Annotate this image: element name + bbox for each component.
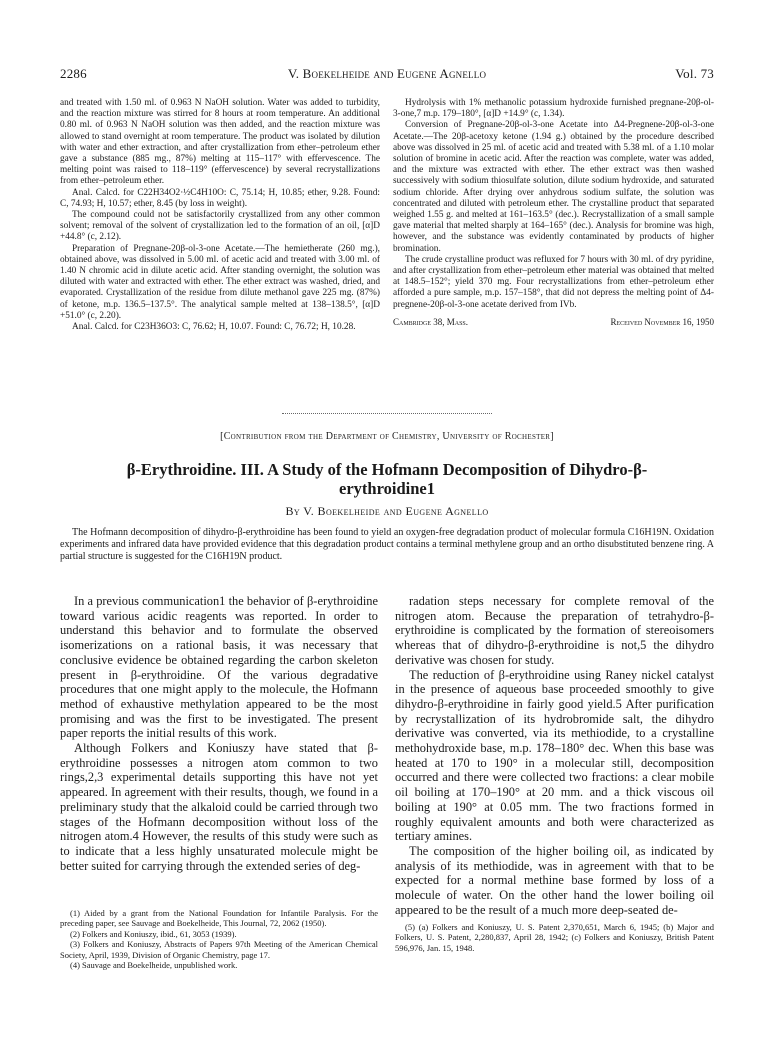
paragraph: Anal. Calcd. for C22H34O2·½C4H10O: C, 75.14; H, 10.85; ether, 9.28. Found: C, 74.93; H, 10.57; ether, 8.45 (by loss in weight). bbox=[60, 187, 380, 209]
footnote: (2) Folkers and Koniuszy, ibid., 61, 3053 (1939). bbox=[70, 928, 237, 939]
paragraph: and treated with 1.50 ml. of 0.963 N NaOH solution. Water was added to turbidity, and the reaction mixture was stirred for 8 hours at room temperature. An additional 0.80 ml. of 0.963 N NaOH solution was then added, and the reaction mixture was allowed to stand overnight at room temperature. The product was isolated by dilution with water and ether extraction, and after crystallization from ether–petroleum ether gave a substance (885 mg., 87%) melting at 115–117° with effervescence. The melting point was raised to 118–119° (effervescence) by several recrystallizations from ether–petroleum ether. bbox=[60, 98, 380, 187]
article-divider bbox=[282, 413, 492, 414]
article-title: β-Erythroidine. III. A Study of the Hofmann Decomposition of Dihydro-β-erythroidine1 bbox=[126, 460, 648, 498]
paragraph: The reduction of β-erythroidine using Raney nickel catalyst in the presence of aqueous base proceeded smoothly to give dihydro-β-erythroidine in fairly good yield.5 After purification by recrystallization of its hydrobromide salt, the dihydro derivative was converted, via its methiodide, to a crystalline methohydroxide base, m.p. 178–180° dec. When this base was heated at 170 to 190° in a molecular still, decomposition occurred and there were collected two fractions: a clear mobile oil boiling at 170–190° at 20 mm. and a thick viscous oil boiling at 190° at 0.05 mm. The two fractions formed in roughly equivalent amounts and both were characterized as tertiary amines. bbox=[395, 667, 714, 844]
paragraph: In a previous communication1 the behavior of β-erythroidine toward various acidic reagents was reported. In order to understand this behavior and to formulate the observed isomerizations on a rational basis, it was necessary that conclusive evidence be obtained regarding the carbon skeleton present in β-erythroidine. Of the various degradative procedures that one might apply to the molecule, the Hofmann method of exhaustive methylation appeared to be the most promising and was the first to be investigated. The present paper reports the initial results of this work. bbox=[60, 594, 378, 741]
abstract-text: The Hofmann decomposition of dihydro-β-erythroidine has been found to yield an oxygen-free degradation product of molecular formula C16H19N. Oxidation experiments and infrared data have provided evidence that this degradation product contains a terminal methylene group and an ortho disubstituted benzene ring. A partial structure is suggested for the C16H19N product. bbox=[60, 527, 714, 562]
paragraph: radation steps necessary for complete removal of the nitrogen atom. Because the preparation of tetrahydro-β-erythroidine is complicated by the formation of stereoisomers whereas that of dihydro-β-erythroidine is not,5 the dihydro derivative was chosen for study. bbox=[395, 594, 714, 667]
paragraph: Anal. Calcd. for C23H36O3: C, 76.62; H, 10.07. Found: C, 76.72; H, 10.28. bbox=[72, 322, 356, 333]
paragraph: The crude crystalline product was refluxed for 7 hours with 30 ml. of dry pyridine, and after crystallization from ether–petroleum ether material was obtained that melted at 148.5–152°; yield 370 mg. Four recrystallizations from ether–petroleum ether afforded a pure sample, m.p. 157–158°, that did not depress the melting point of Δ4-pregnene-20β-ol-3-one acetate derived from IVb. bbox=[393, 254, 714, 310]
footnotes-left bbox=[60, 908, 378, 970]
volume-number: Vol. 73 bbox=[675, 66, 714, 81]
footnote: (3) Folkers and Koniuszy, Abstracts of Papers 97th Meeting of the American Chemical Society, April, 1939, Division of Organic Chemistry, page 17. bbox=[60, 939, 378, 960]
body-right-column bbox=[395, 594, 714, 917]
paragraph: Preparation of Pregnane-20β-ol-3-one Acetate.—The hemietherate (260 mg.), obtained above, was dissolved in 5.00 ml. of acetic acid and treated with 3.00 ml. of 1.40 N chromic acid in dilute acetic acid. After standing overnight, the solution was diluted with water and extracted with ether. The ether extract was washed, dried, and evaporated. Crystallization of the residue from dilute methanol gave 225 mg. (87%) of ketone, m.p. 136.5–137.5°. The analytical sample melted at 138–138.5°, [α]D +51.0° (c, 2.20). bbox=[60, 243, 380, 321]
paragraph: The composition of the higher boiling oil, as indicated by analysis of its methiodide, was in agreement with that to be expected for a normal methine base formed by loss of a molecule of water. On the other hand the lower boiling oil appeared to be the result of a much more deep-seated de- bbox=[395, 843, 714, 917]
footnote: (1) Aided by a grant from the National Foundation for Infantile Paralysis. For the preceding paper, see Sauvage and Boekelheide, This Journal, 72, 2062 (1950). bbox=[60, 908, 378, 929]
signature-place: Cambridge 38, Mass. bbox=[393, 316, 469, 327]
previous-article-right-column bbox=[393, 98, 714, 328]
running-title: V. Boekelheide and Eugene Agnello bbox=[287, 66, 487, 81]
paragraph: The compound could not be satisfactorily crystallized from any other common solvent; removal of the solvent of crystallization led to the formation of an oil, [α]D +44.8° (c, 2.12). bbox=[60, 210, 380, 243]
paragraph: Although Folkers and Koniuszy have stated that β-erythroidine possesses a nitrogen atom common to two rings,2,3 experimental details supporting this have not yet appeared. In agreement with their results, though, we found in a preliminary study that the alkaloid could be carried through two stages of the Hofmann decomposition without loss of the nitrogen atom.4 However, the results of this study were such as to indicate that a less highly unsaturated molecule might be better suited for carrying through the extended series of deg- bbox=[60, 741, 378, 873]
abstract bbox=[60, 527, 714, 563]
paragraph: Conversion of Pregnane-20β-ol-3-one Acetate into Δ4-Pregnene-20β-ol-3-one Acetate.—The 20β-acetoxy ketone (1.94 g.) obtained by the procedure described above was dissolved in 25 ml. of acetic acid and treated with 5.38 ml. of a 1.10 molar solution of bromine in acetic acid. After the reaction was complete, water was added, and the mixture was extracted with ether. The ether extract was then washed successively with sodium thiosulfate solution, dilute sodium hydroxide, and saturated sodium chloride. After drying over anhydrous sodium sulfate, the solution was concentrated and diluted with petroleum ether. The crystalline product that separated weighed 1.55 g. and melted at 161–163.5° (dec.). Recrystallization of a small sample gave material that melted sharply at 164–165° (dec.). Analysis for bromine was high, however, and the substance was evidently contaminated by products of higher bromination. bbox=[393, 120, 714, 254]
footnote: (5) (a) Folkers and Koniuszy, U. S. Patent 2,370,651, March 6, 1945; (b) Major and Folkers, U. S. Patent, 2,280,837, April 28, 1942; (c) Folkers and Koniuszy, British Patent 596,976, Jan. 15, 1948. bbox=[395, 922, 714, 953]
footnotes-right bbox=[395, 922, 714, 953]
page-number: 2286 bbox=[60, 66, 87, 81]
paragraph: Hydrolysis with 1% methanolic potassium hydroxide furnished pregnane-20β-ol-3-one,7 m.p. 179–180°, [α]D +14.9° (c, 1.34). bbox=[393, 98, 714, 120]
page-header bbox=[60, 66, 714, 82]
signature-line bbox=[393, 317, 714, 328]
body-left-column bbox=[60, 594, 378, 873]
footnote: (4) Sauvage and Boekelheide, unpublished work. bbox=[70, 960, 238, 971]
previous-article-left-column bbox=[60, 98, 380, 333]
byline: By V. Boekelheide and Eugene Agnello bbox=[285, 504, 489, 518]
contribution-line: [Contribution from the Department of Chemistry, University of Rochester] bbox=[220, 431, 554, 442]
received-date: Received November 16, 1950 bbox=[610, 316, 714, 327]
